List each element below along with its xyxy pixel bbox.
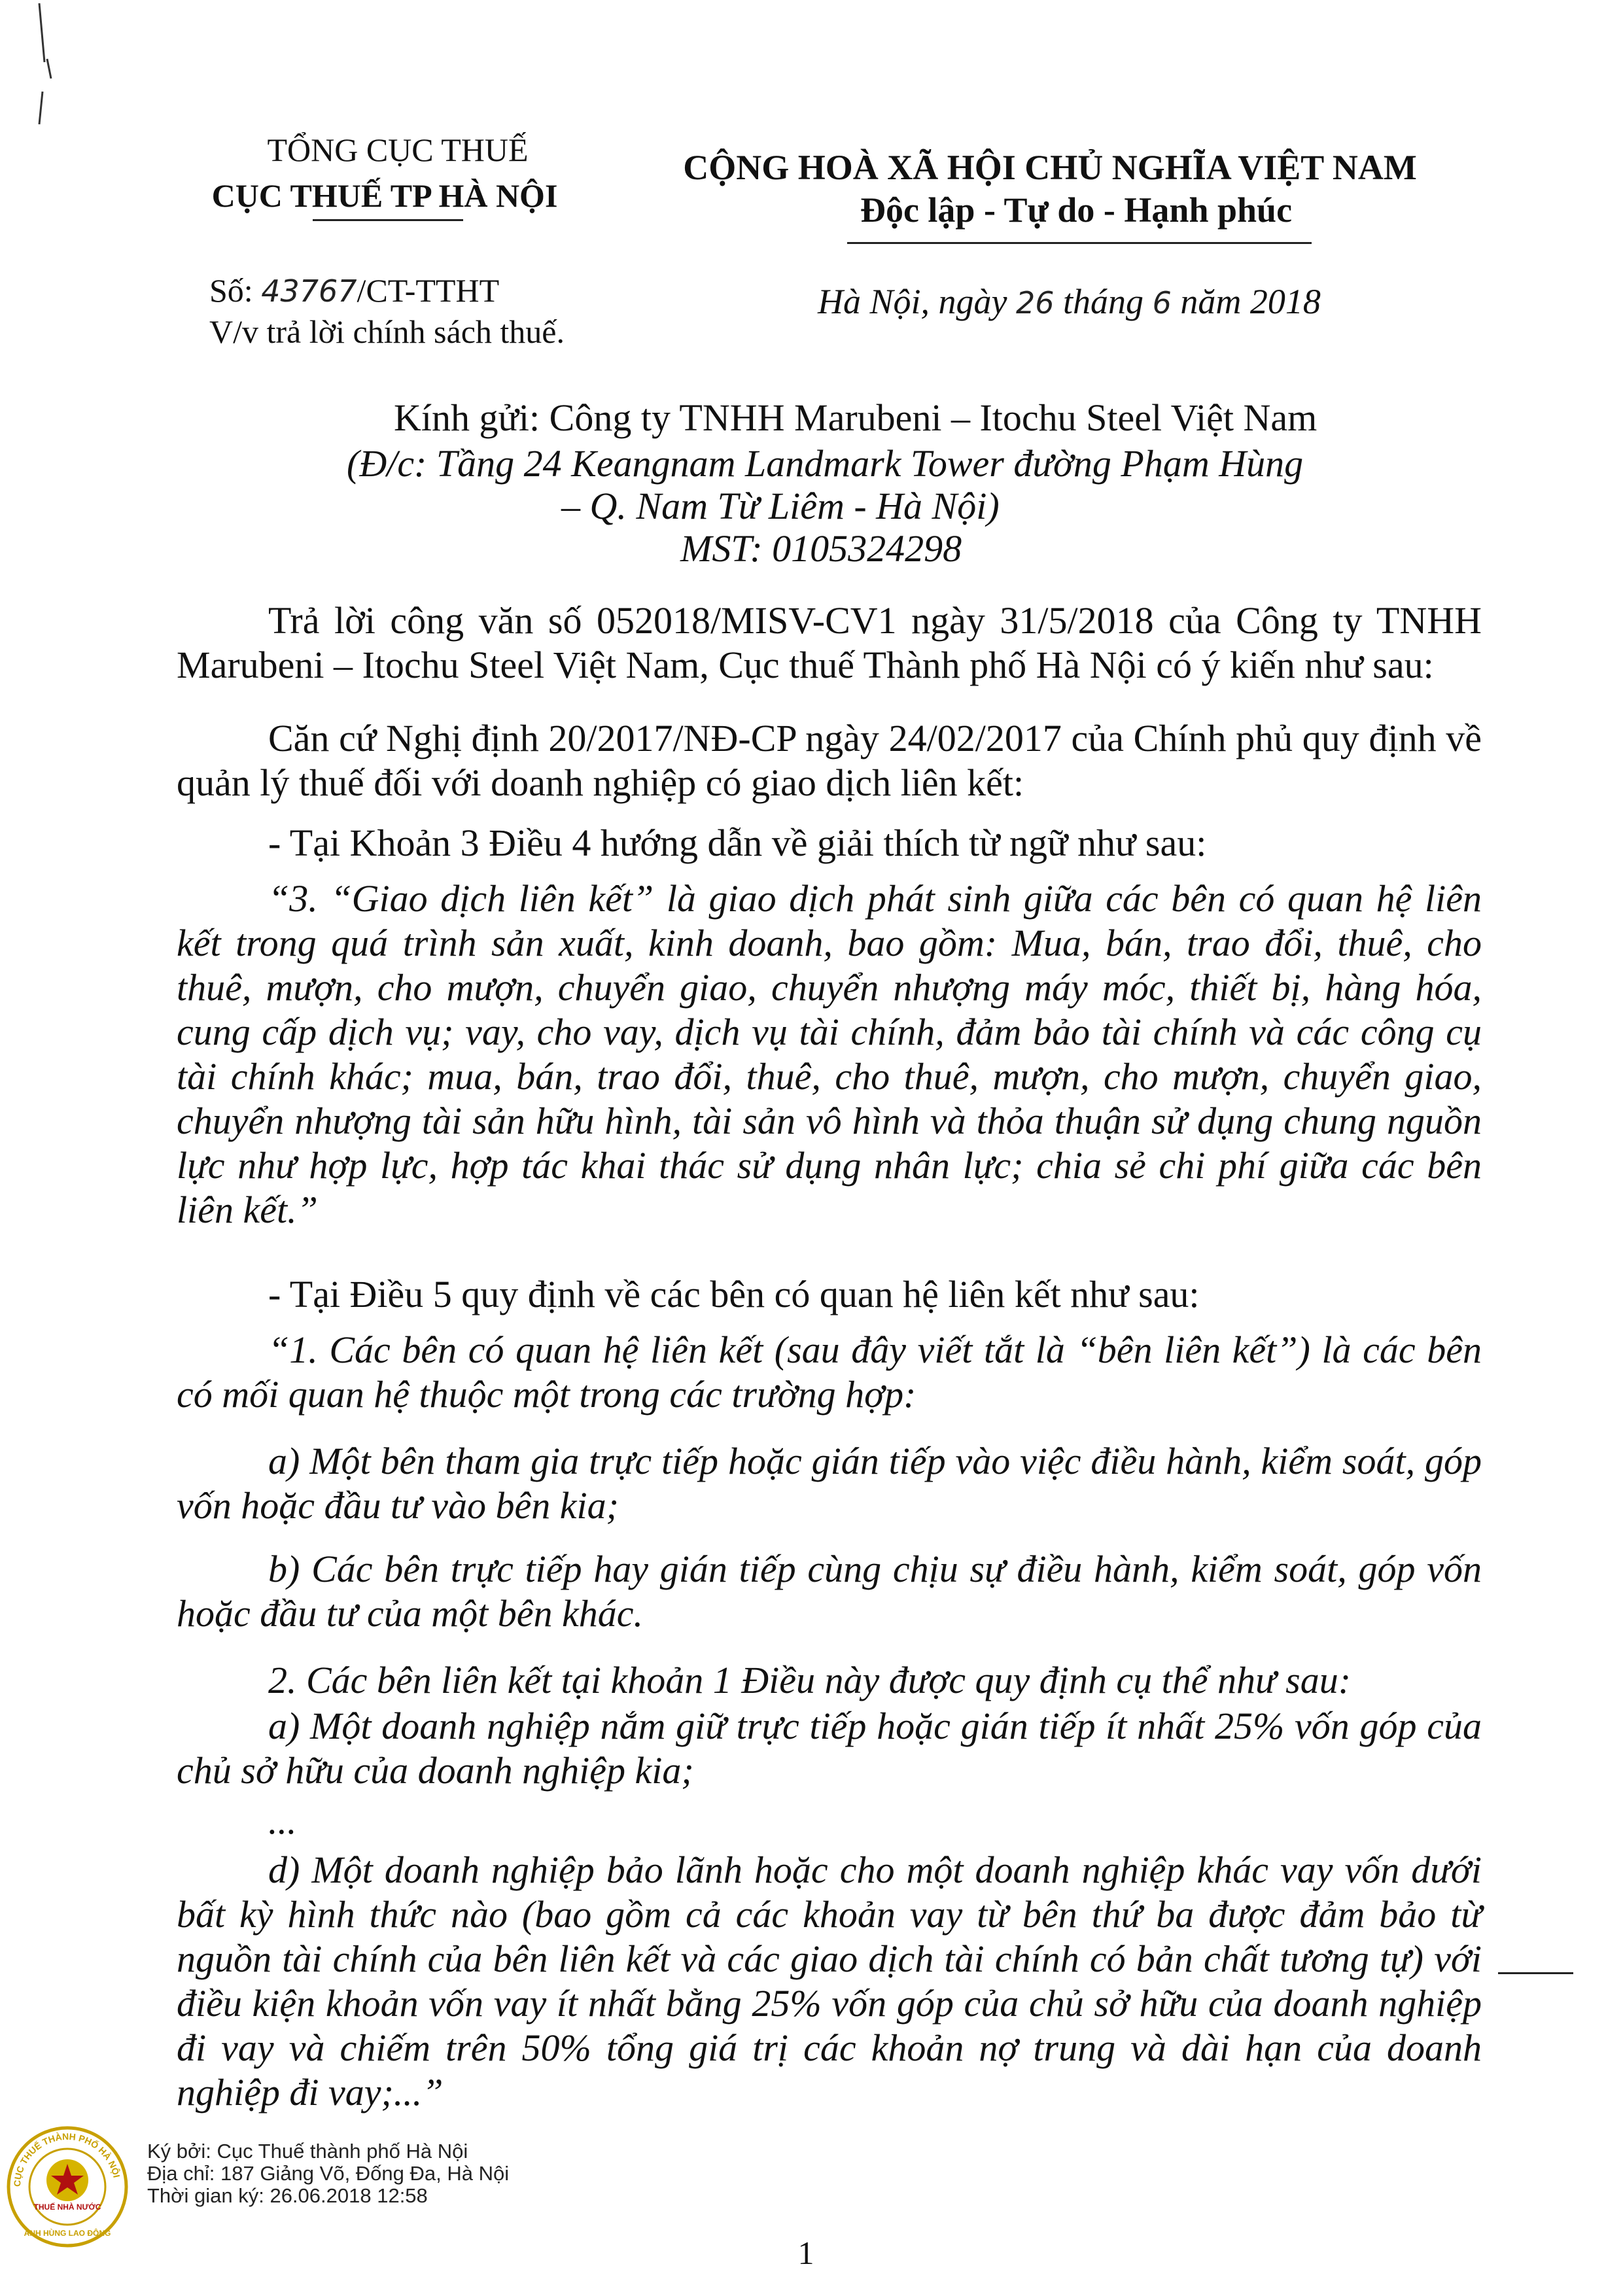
recipient-line: Kính gửi: Công ty TNHH Marubeni – Itochu Steel Việt Nam [394,396,1318,439]
signature-signed-by: Ký bởi: Cục Thuế thành phố Hà Nội [147,2140,468,2163]
official-seal-icon [5,2125,130,2249]
seal-ring-text: CỤC THUẾ THÀNH PHỐ HÀ NỘI [11,2131,122,2187]
margin-dash-mark [1498,1972,1573,1974]
agency-parent: TỔNG CỤC THUẾ [267,131,529,168]
seal-center-text: THUẾ NHÀ NƯỚC [33,2202,101,2212]
date-line [818,281,1321,322]
quote-clause2-point-a: a) Một doanh nghiệp nắm giữ trực tiếp hoặc gián tiếp ít nhất 25% vốn góp của chủ sở hữu của doanh nghiệp kia; [177,1705,1482,1792]
number-handwritten: 43767 [261,273,357,309]
date-month-label: tháng [1063,282,1144,321]
paragraph-article5-intro: - Tại Điều 5 quy định về các bên có quan hệ liên kết như sau: [268,1273,1200,1315]
page-number: 1 [797,2235,814,2271]
quote-ellipsis: ... [268,1800,297,1842]
quote-article5-clause2: 2. Các bên liên kết tại khoản 1 Điều này được quy định cụ thể như sau: [268,1659,1352,1701]
agency-name: CỤC THUẾ TP HÀ NỘI [211,177,558,214]
date-month: 6 [1152,285,1172,321]
national-motto: Độc lập - Tự do - Hạnh phúc [860,190,1293,230]
quote-point-b: b) Các bên trực tiếp hay gián tiếp cùng chịu sự điều hành, kiểm soát, góp vốn hoặc đầu tư của một bên khác. [177,1548,1482,1635]
motto-underline [847,242,1312,244]
paragraph-legal-basis: Căn cứ Nghị định 20/2017/NĐ-CP ngày 24/02/2017 của Chính phủ quy định về quản lý thuế đối với doanh nghiệp có giao dịch liên kết: [177,717,1482,804]
margin-scratch-mark [13,0,65,131]
recipient-address-district: – Q. Nam Từ Liêm - Hà Nội) [561,485,1000,527]
date-place: Hà Nội, ngày [818,282,1007,321]
recipient-tax-code: MST: 0105324298 [680,527,962,570]
number-prefix: Số: [209,272,253,309]
document-subject: V/v trả lời chính sách thuế. [209,313,565,350]
country-name: CỘNG HOÀ XÃ HỘI CHỦ NGHĨA VIỆT NAM [683,148,1417,187]
date-year: năm 2018 [1180,282,1321,321]
number-suffix: /CT-TTHT [357,272,500,309]
signature-time: Thời gian ký: 26.06.2018 12:58 [147,2184,428,2207]
date-day: 26 [1016,285,1055,321]
seal-bottom-text: ANH HÙNG LAO ĐỘNG [24,2229,111,2238]
agency-underline [313,219,463,221]
signature-address: Địa chỉ: 187 Giảng Võ, Đống Đa, Hà Nội [147,2162,510,2185]
quote-article5-clause1: “1. Các bên có quan hệ liên kết (sau đây viết tắt là “bên liên kết”) là các bên có mối quan hệ thuộc một trong các trường hợp: [177,1329,1482,1416]
recipient-address: (Đ/c: Tầng 24 Keangnam Landmark Tower đường Phạm Hùng [347,442,1304,485]
quote-article4-clause3: “3. “Giao dịch liên kết” là giao dịch phát sinh giữa các bên có quan hệ liên kết trong quá trình sản xuất, kinh doanh, bao gồm: Mua, bán, trao đổi, thuê, cho thuê, mượn, cho mượn, chuyển giao, chuyển nhượng máy móc, thiết bị, hàng hóa, cung cấp dịch vụ; vay, cho vay, dịch vụ tài chính, đảm bảo tài chính và các công cụ tài chính khác; mua, bán, trao đổi, thuê, cho thuê, mượn, cho mượn, chuyển giao, chuyển nhượng tài sản hữu hình, tài sản vô hình và thỏa thuận sử dụng chung nguồn lực như hợp lực, hợp tác khai thác sử dụng nhân lực; chia sẻ chi phí giữa các bên liên kết.” [177,877,1482,1231]
paragraph-reply-reference: Trả lời công văn số 052018/MISV-CV1 ngày 31/5/2018 của Công ty TNHH Marubeni – Itochu Steel Việt Nam, Cục thuế Thành phố Hà Nội có ý kiến như sau: [177,599,1482,686]
paragraph-article4-intro: - Tại Khoản 3 Điều 4 hướng dẫn về giải thích từ ngữ như sau: [268,822,1207,864]
quote-clause2-point-d: d) Một doanh nghiệp bảo lãnh hoặc cho một doanh nghiệp khác vay vốn dưới bất kỳ hình thức nào (bao gồm cả các khoản vay từ bên thứ ba được đảm bảo từ nguồn tài chính của bên liên kết và các giao dịch tài chính có bản chất tương tự) với điều kiện khoản vốn vay ít nhất bằng 25% vốn góp của chủ sở hữu của doanh nghiệp đi vay và chiếm trên 50% tổng giá trị các khoản nợ trung và dài hạn của doanh nghiệp đi vay;...” [177,1849,1482,2113]
document-number [209,271,499,309]
quote-point-a: a) Một bên tham gia trực tiếp hoặc gián tiếp vào việc điều hành, kiểm soát, góp vốn hoặc đầu tư vào bên kia; [177,1440,1482,1527]
